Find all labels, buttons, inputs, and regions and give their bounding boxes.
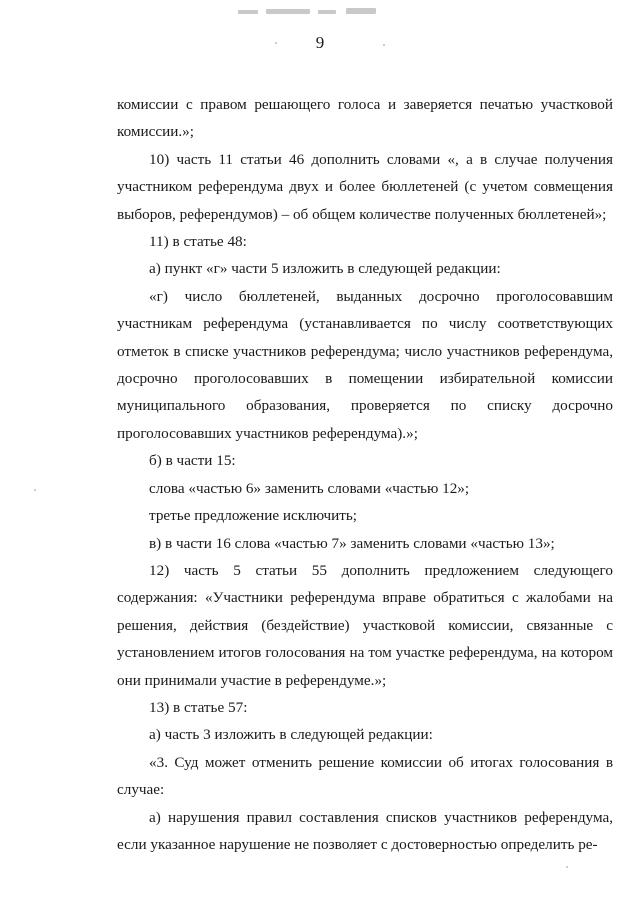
paragraph: слова «частью 6» заменить словами «частью 12»;	[149, 479, 470, 497]
paragraph: комиссии с правом решающего голоса и заверяется печатью участковой комиссии.»;	[117, 96, 613, 141]
paragraph: в) в части 16 слова «частью 7» заменить словами «частью 13»;	[149, 534, 555, 552]
paragraph: а) нарушения правил составления списков участников референдума, если указанное нарушение не позволяет с достоверностью определить ре-	[117, 808, 613, 853]
paragraph: а) пункт «г» части 5 изложить в следующей редакции:	[149, 260, 501, 278]
document-body	[117, 91, 613, 858]
scan-speck	[34, 489, 36, 491]
paragraph: а) часть 3 изложить в следующей редакции:	[149, 726, 433, 744]
paragraph: «3. Суд может отменить решение комиссии об итогах голосования в случае:	[117, 753, 613, 799]
paragraph: 13) в статье 57:	[149, 698, 248, 716]
scan-artifact	[346, 8, 376, 14]
paragraph: третье предложение исключить;	[149, 507, 358, 525]
paragraph: «г) число бюллетеней, выданных досрочно проголосовавшим участникам референдума (устанавливается по числу соответствующих отметок в списке участников референдума; число участников референдума, досрочно проголосовавших в помещении избирательной комиссии муниципального образования, проверяется по списку досрочно проголосовавших участников референдума).»;	[117, 287, 613, 442]
paragraph: 12) часть 5 статьи 55 дополнить предложением следующего содержания: «Участники референдума вправе обратиться с жалобами на решения, действия (бездействие) участковой комиссии, связанные с установлением итогов голосования на том участке референдума, на котором они принимали участие в референдуме.»;	[117, 561, 613, 689]
page-number: 9	[315, 33, 325, 52]
scan-speck	[566, 866, 568, 868]
scan-artifact	[266, 9, 310, 14]
paragraph: 10) часть 11 статьи 46 дополнить словами «, а в случае получения участником референдума двух и более бюллетеней (с учетом совмещения выборов, референдумов) – об общем количестве полученных бюллетеней»;	[117, 150, 613, 223]
paragraph: б) в части 15:	[149, 452, 236, 470]
paragraph: 11) в статье 48:	[149, 233, 247, 251]
scan-artifact	[238, 10, 258, 14]
scan-artifact	[318, 10, 336, 14]
